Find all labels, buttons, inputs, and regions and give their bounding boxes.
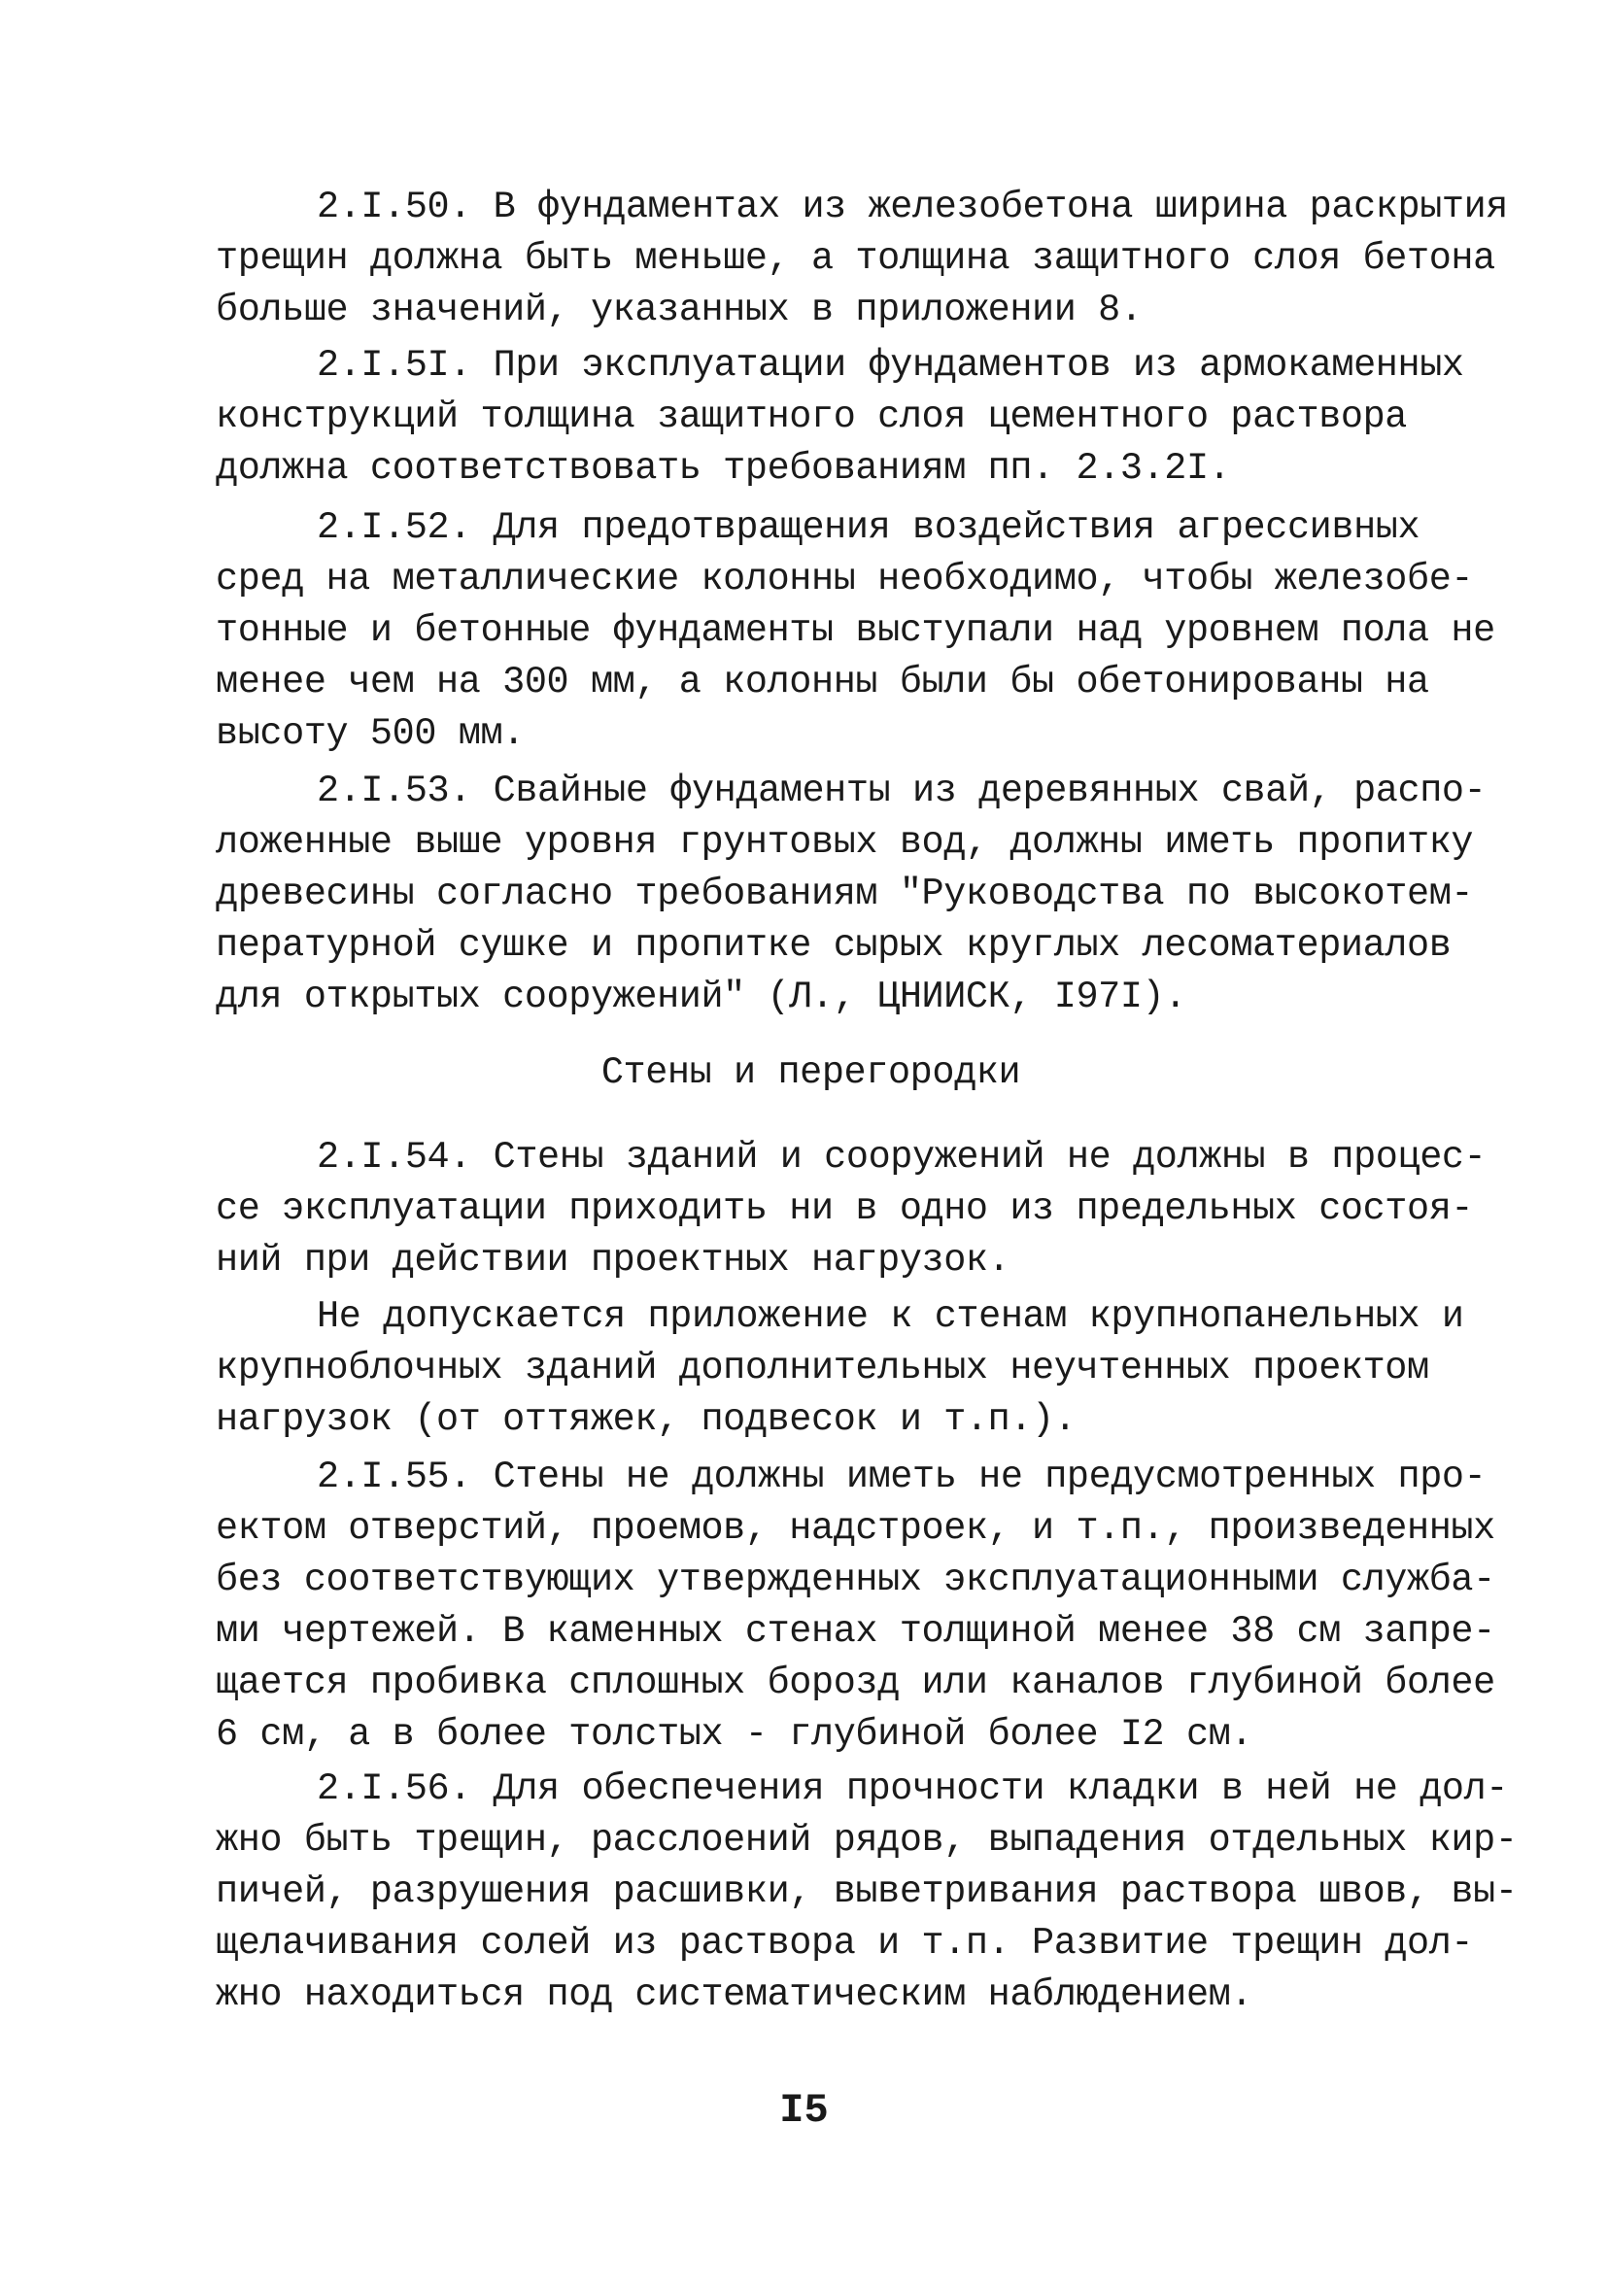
paragraph-line: жно находиться под систематическим наблюдением. [216,1973,1253,2016]
paragraph-line: нагрузок (от оттяжек, подвесок и т.п.). [216,1398,1077,1441]
paragraph-line: 2.I.56. Для обеспечения прочности кладки в ней не дол- [317,1767,1509,1810]
paragraph-2-1-50 [216,182,1509,336]
paragraph-2-1-55 [216,1452,1495,1761]
paragraph-2-1-51 [216,340,1464,495]
paragraph-line: менее чем на 300 мм, а колонны были бы обетонированы на [216,661,1429,703]
paragraph-line: щелачивания солей из раствора и т.п. Развитие трещин дол- [216,1922,1474,1965]
paragraph-line: без соответствующих утвержденных эксплуатационными служба- [216,1559,1495,1601]
paragraph-line: 2.I.54. Стены зданий и сооружений не должны в процес- [317,1136,1487,1179]
paragraph-line: крупноблочных зданий дополнительных неучтенных проектом [216,1347,1429,1389]
paragraph-2-1-53 [216,766,1487,1023]
paragraph-line: пературной сушке и пропитке сырых круглых лесоматериалов [216,924,1452,967]
paragraph-2-1-54 [216,1132,1487,1286]
paragraph-line: Не допускается приложение к стенам крупнопанельных и [317,1295,1464,1338]
paragraph-line: конструкций толщина защитного слоя цементного раствора [216,395,1408,438]
paragraph-line: должна соответствовать требованиям пп. 2.3.2I. [216,447,1231,490]
paragraph-line: ний при действии проектных нагрузок. [216,1239,1010,1282]
section-heading: Стены и перегородки [600,1051,1021,1094]
page-number: I5 [779,2087,829,2134]
paragraph-line: трещин должна быть меньше, а толщина защитного слоя бетона [216,237,1495,280]
paragraph-line: жно быть трещин, расслоений рядов, выпадения отдельных кир- [216,1819,1518,1862]
paragraph-line: 2.I.5I. При эксплуатации фундаментов из армокаменных [317,344,1464,387]
paragraph-line: се эксплуатации приходить ни в одно из предельных состоя- [216,1187,1474,1230]
paragraph-2-1-52 [216,502,1495,760]
paragraph-line: больше значений, указанных в приложении 8. [216,289,1143,331]
paragraph-line: тонные и бетонные фундаменты выступали над уровнем пола не [216,609,1495,652]
paragraph-line: для открытых сооружений" (Л., ЦНИИСК, I97I). [216,976,1186,1018]
paragraph-line: пичей, разрушения расшивки, выветривания раствора швов, вы- [216,1870,1518,1913]
paragraph-line: сред на металлические колонны необходимо, чтобы железобе- [216,558,1474,600]
paragraph-line: древесины согласно требованиям "Руководства по высокотем- [216,873,1474,915]
paragraph-line: ложенные выше уровня грунтовых вод, должны иметь пропитку [216,821,1474,864]
paragraph-line: 2.I.50. В фундаментах из железобетона ширина раскрытия [317,186,1509,228]
paragraph-line: ектом отверстий, проемов, надстроек, и т.п., произведенных [216,1507,1495,1550]
paragraph-additional-loads [216,1291,1464,1446]
paragraph-line: щается пробивка сплошных борозд или каналов глубиной более [216,1662,1495,1704]
paragraph-line: 2.I.55. Стены не должны иметь не предусмотренных про- [317,1456,1487,1498]
paragraph-line: 2.I.53. Свайные фундаменты из деревянных свай, распо- [317,770,1487,812]
paragraph-line: ми чертежей. В каменных стенах толщиной менее 38 см запре- [216,1610,1495,1653]
paragraph-line: 2.I.52. Для предотвращения воздействия агрессивных [317,506,1420,549]
paragraph-line: высоту 500 мм. [216,712,525,755]
paragraph-line: 6 см, а в более толстых - глубиной более I2 см. [216,1713,1253,1756]
paragraph-2-1-56 [216,1764,1518,2021]
